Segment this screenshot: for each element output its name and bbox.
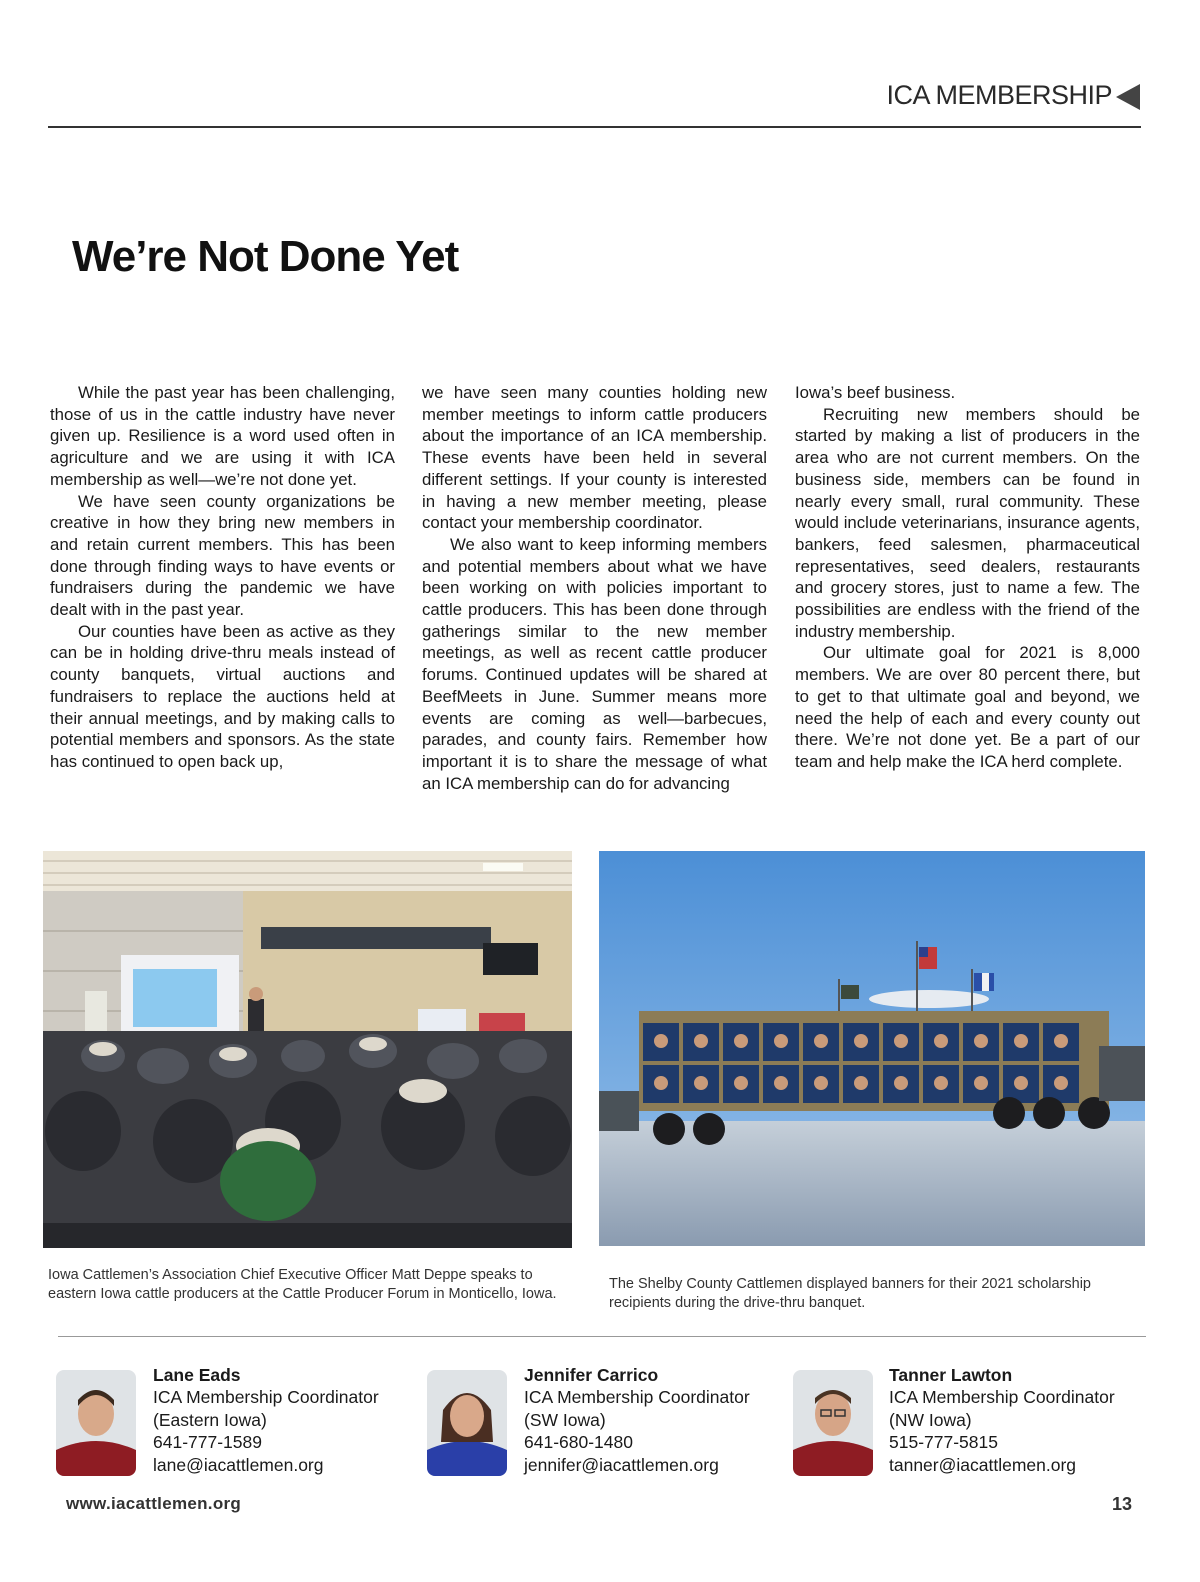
contact-phone: 515-777-5815 [889, 1432, 998, 1452]
photo-caption-right: The Shelby County Cattlemen displayed banners for their 2021 scholarship recipients during the drive-thru banquet. [609, 1276, 1091, 1311]
text-column-1 [50, 382, 395, 773]
contact-name: Jennifer Carrico [524, 1365, 659, 1385]
paragraph: Our ultimate goal for 2021 is 8,000 members. We are over 80 percent there, but to get to that ultimate goal and beyond, we need the help of each and every county out there. We’re not done yet. Be a part of our team and help make the ICA herd complete. [795, 643, 1140, 771]
contact-email[interactable]: lane@iacattlemen.org [153, 1454, 324, 1475]
page-number: 13 [1112, 1494, 1133, 1514]
contact-phone: 641-680-1480 [524, 1432, 633, 1452]
header-rule [48, 126, 1141, 128]
contact-email[interactable]: tanner@iacattlemen.org [889, 1454, 1077, 1475]
avatar [56, 1370, 136, 1476]
contact-card [153, 1364, 379, 1476]
contact-name: Tanner Lawton [889, 1365, 1013, 1385]
paragraph: Our counties have been as active as they can be in holding drive-thru meals instead of county banquets, virtual auctions and fundraisers to replace the auctions held at their annual meetings, and by making calls to potential members and sponsors. As the state has continued to open back up, [50, 621, 395, 771]
avatar [427, 1370, 507, 1476]
contact-region: (NW Iowa) [889, 1409, 972, 1430]
text-column-2 [422, 382, 767, 794]
contact-role: ICA Membership Coordinator [889, 1387, 1115, 1407]
contact-email[interactable]: jennifer@iacattlemen.org [524, 1454, 719, 1475]
contact-card [889, 1364, 1115, 1476]
contact-role: ICA Membership Coordinator [153, 1387, 379, 1407]
contact-region: (SW Iowa) [524, 1409, 606, 1430]
section-label: ICA MEMBERSHIP [886, 80, 1112, 110]
contact-name: Lane Eads [153, 1365, 241, 1385]
contact-region: (Eastern Iowa) [153, 1409, 267, 1430]
contact-card [524, 1364, 750, 1476]
paragraph: we have seen many counties holding new member meetings to inform cattle producers about the importance of an ICA membership. These events have been held in several different settings. If your county is interested in having a new member meeting, please contact your membership coordinator. [422, 383, 767, 533]
trailer-banner-photo [599, 851, 1145, 1246]
avatar [793, 1370, 873, 1476]
paragraph: Iowa’s beef business. [795, 383, 956, 402]
section-arrow-icon [1116, 84, 1140, 110]
paragraph: Recruiting new members should be started by making a list of producers in the area who are not current members. On the business side, members can be found in nearly every small, rural community. These would include veterinarians, insurance agents, bankers, feed salesmen, pharmaceutical representatives, seed dealers, restaurants and grocery stores, just to name a few. The possibilities are endless with the friend of the industry membership. [795, 404, 1140, 641]
text-column-3 [795, 382, 1140, 773]
forum-photo [43, 851, 572, 1248]
contact-phone: 641-777-1589 [153, 1432, 262, 1452]
photo-caption-left: Iowa Cattlemen’s Association Chief Executive Officer Matt Deppe speaks to eastern Iowa cattle producers at the Cattle Producer Forum in Monticello, Iowa. [48, 1267, 557, 1302]
contact-role: ICA Membership Coordinator [524, 1387, 750, 1407]
article-title: We’re Not Done Yet [72, 232, 459, 281]
paragraph: While the past year has been challenging, those of us in the cattle industry have never given up. Resilience is a word used often in agriculture and we are using it with ICA membership as well—we’re not done yet. [50, 383, 395, 489]
divider [58, 1336, 1146, 1337]
paragraph: We have seen county organizations be creative in how they bring new members in and retain current members. This has been done through finding ways to have events or fundraisers during the pandemic we have dealt with in the past year. [50, 491, 395, 620]
footer-url[interactable]: www.iacattlemen.org [66, 1494, 242, 1513]
paragraph: We also want to keep informing members and potential members about what we have been working on with policies important to cattle producers. This has been done through gatherings similar to the new member meetings, as well as recent cattle producer forums. Continued updates will be shared at BeefMeets in June. Summer means more events are coming as well—barbecues, parades, and county fairs. Remember how important it is to share the message of what an ICA membership can do for advancing [422, 534, 767, 793]
